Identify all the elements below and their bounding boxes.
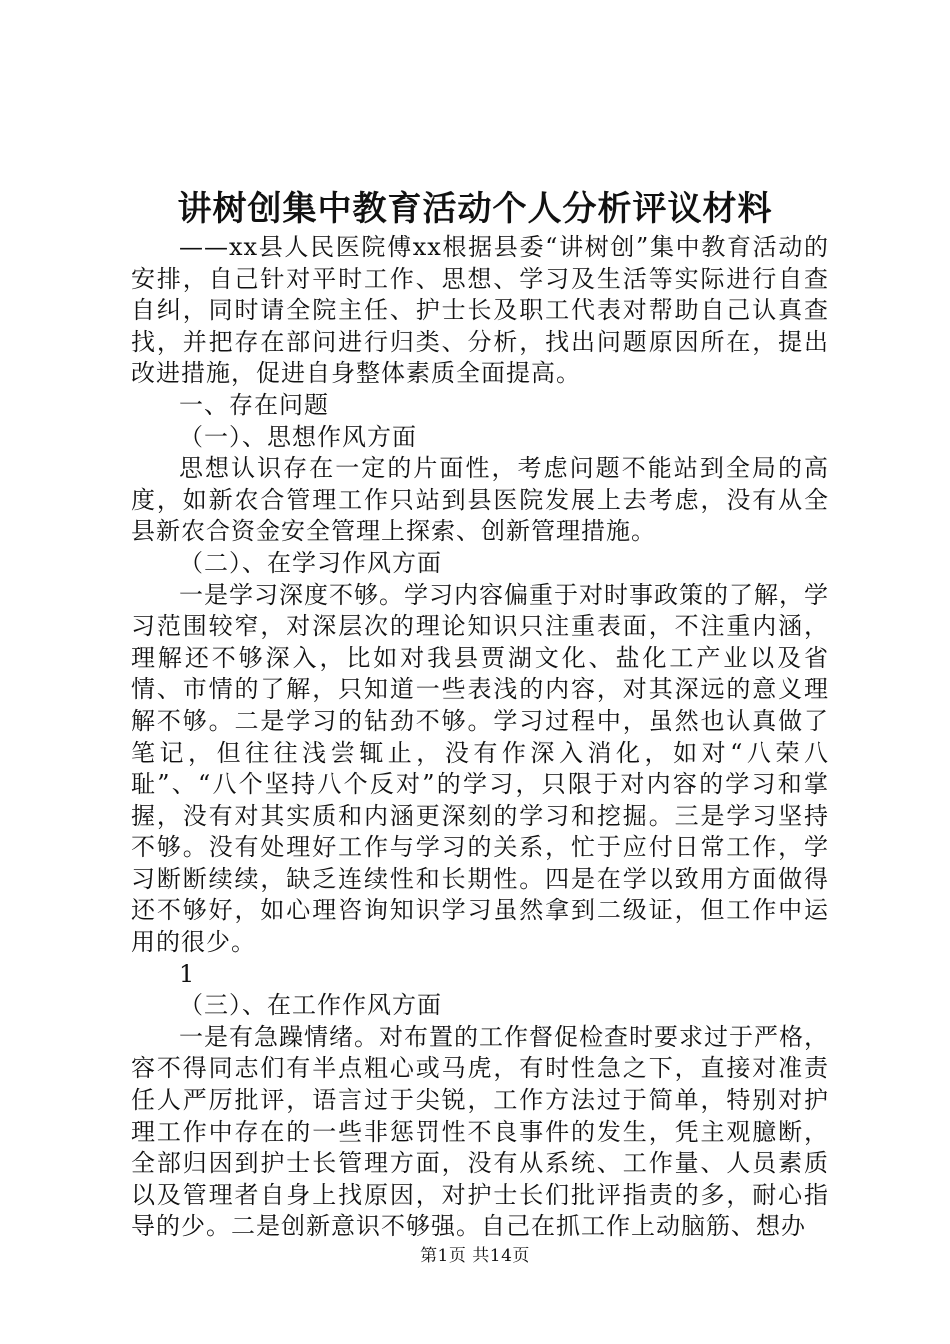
subsection-heading-work: （三）、在工作作风方面 (179, 991, 442, 1020)
page-footer: 第1页 共14页 (420, 1246, 530, 1266)
document-title: 讲树创集中教育活动个人分析评议材料 (177, 189, 773, 229)
subsection-heading-study: （二）、在学习作风方面 (179, 548, 442, 577)
section-heading-existing-problems: 一、存在问题 (179, 390, 329, 419)
inline-page-number: 1 (179, 959, 196, 988)
work-paragraph: 一是有急躁情绪。对布置的工作督促检查时要求过于严格，容不得同志们有半点粗心或马虎，有时性急之下，直接对准责任人严厉批评，语言过于尖锐，工作方法过于简单，特别对护理工作中存在的一些非惩罚性不良事件的发生，凭主观臆断，全部归因到护士长管理方面，没有从系统、工作量、人员素质以及管理者自身上找原因，对护士长们批评指责的多，耐心指导的少。二是创新意识不够强。自己在抓工作上动脑筋、想办 (131, 1022, 829, 1241)
intro-paragraph: ——xx县人民医院傅xx根据县委“讲树创”集中教育活动的安排，自己针对平时工作、思想、学习及生活等实际进行自查自纠，同时请全院主任、护士长及职工代表对帮助自己认真查找，并把存在部问进行归类、分析，找出问题原因所在，提出改进措施，促进自身整体素质全面提高。 (131, 233, 829, 388)
document-body (131, 232, 829, 1243)
ideology-paragraph: 思想认识存在一定的片面性，考虑问题不能站到全局的高度，如新农合管理工作只站到县医院发展上去考虑，没有从全县新农合资金安全管理上探索、创新管理措施。 (131, 454, 829, 546)
study-paragraph: 一是学习深度不够。学习内容偏重于对时事政策的了解，学习范围较窄，对深层次的理论知识只注重表面，不注重内涵，理解还不够深入，比如对我县贾湖文化、盐化工产业以及省情、市情的了解，只知道一些表浅的内容，对其深远的意义理解不够。二是学习的钻劲不够。学习过程中，虽然也认真做了笔记，但往往浅尝辄止，没有作深入消化，如对“八荣八耻”、“八个坚持八个反对”的学习，只限于对内容的学习和掌握，没有对其实质和内涵更深刻的学习和挖掘。三是学习坚持不够。没有处理好工作与学习的关系，忙于应付日常工作，学习断断续续，缺乏连续性和长期性。四是在学以致用方面做得还不够好，如心理咨询知识学习虽然拿到二级证，但工作中运用的很少。 (131, 580, 829, 957)
subsection-heading-ideology: （一）、思想作风方面 (179, 422, 417, 451)
